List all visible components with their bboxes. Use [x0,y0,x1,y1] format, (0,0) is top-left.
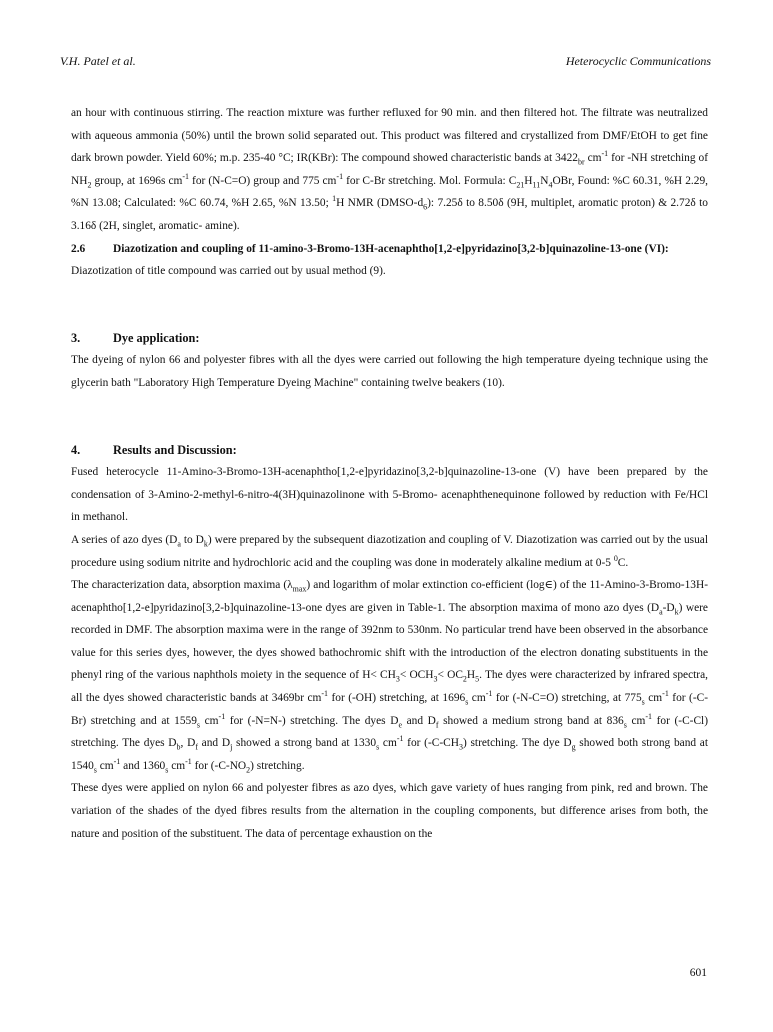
section-4-paragraph-4: These dyes were applied on nylon 66 and polyester fibres as azo dyes, which gave variety of hues ranging from pink, red and brown. The variation of the shades of the dyed fibres results from the alternation in the coupling components, but difference arises from both, the nature and position of the substituent. The data of percentage exhaustion on the [71,782,708,840]
text-run: for (-C-NO [191,759,247,772]
text-run: -1 [218,711,226,721]
text-run: showed both strong band at 1540 [71,737,709,772]
text-run: e [398,719,402,729]
text-run: 3 [433,674,438,684]
text-run: < OC [437,669,463,682]
text-run: 3 [458,742,463,752]
text-run: s [196,719,201,729]
text-run: 11 [532,180,541,190]
text-run: -1 [321,689,329,699]
text-run: 1 [332,194,337,204]
text-run: H NMR (DMSO-d [336,197,424,210]
section-number: 3. [71,330,81,345]
section-4-paragraph-1: Fused heterocycle 11-Amino-3-Bromo-13H-acenaphtho[1,2-e]pyridazino[3,2-b]quinazoline-13-one (V) have been prepared by the condensation of 3-Amino-2-methyl-6-nitro-4(3H)quinazolinone with 5-Bromo- acenaphthenequinone followed by reduction with Fe/HCl in methanol. [71,466,708,524]
text-run: < OCH [399,669,434,682]
text-run: cm [379,737,397,750]
section-title: Diazotization and coupling of 11-amino-3-Bromo-13H-acenaphtho[1,2-e]pyridazino[3,2-b]quinazoline-13-one (VI): [113,242,669,255]
text-run: ): 7.25δ to 8.50δ (9H, multiplet, aromatic proton) & 2.72δ to 3.16δ (2H, singlet, aromatic- amine). [71,197,708,232]
text-run: -D [662,601,675,614]
section-title: Results and Discussion: [113,442,237,457]
text-run: j [230,742,233,752]
text-run: s [623,719,627,729]
text-run: -1 [396,734,404,744]
text-run: ) stretching. [250,759,305,772]
text-run: -1 [662,689,669,699]
section-4-paragraph-2 [71,529,708,574]
text-run: showed a medium strong band at 836 [438,714,624,727]
section-4-heading [71,439,708,462]
text-run: to D [180,533,204,546]
text-run: a [177,539,181,549]
text-run: -1 [601,149,609,159]
text-run: for (N-C=O) group and 775 cm [189,174,337,187]
text-run: cm [200,714,219,727]
section-3-heading [71,327,708,350]
text-run: an hour with continuous stirring. The reaction mixture was further refluxed for 90 min. and then filtered hot. The filtrate was neutralized with aqueous ammonia (50%) until the brown solid separated out. This product was filtered and crystallized from DMF/EtOH to get fine dark brown powder. Yield 60%; m.p. 235-40 °C; IR(KBr): The compound showed characteristic bands at 3422 [71,107,708,165]
text-run: b [176,742,181,752]
text-run: for C-Br stretching. Mol. Formula: C [343,174,517,187]
text-run: 2 [246,765,251,775]
running-header-journal: Heterocyclic Communications [565,54,711,68]
text-run: for (-C-Br) stretching and at 1559 [71,692,708,727]
text-run: s [165,765,169,775]
text-run: 6 [423,202,428,212]
text-run: br [577,157,585,167]
section-2-6-text: Diazotization of title compound was carried out by usual method (9). [71,265,386,278]
text-run: cm [96,759,114,772]
text-run: s [376,742,380,752]
text-run: cm [644,692,663,705]
text-run: 3 [395,674,400,684]
text-run: 21 [516,180,525,190]
text-run: and D [401,714,436,727]
text-run: for (-C-Cl) stretching. The dyes D [71,714,709,750]
text-run: H [466,669,476,682]
text-run: max [292,584,307,594]
text-run: cm [626,714,646,727]
text-run: -1 [113,757,121,767]
section-2-6-heading [71,238,708,261]
text-run: s [465,697,469,707]
text-run: for (-N=N-) stretching. The dyes D [225,714,399,727]
text-run: -1 [182,171,190,181]
body-text [71,102,708,845]
section-3-text: The dyeing of nylon 66 and polyester fibres with all the dyes were carried out following the high temperature dyeing technique using the glycerin bath "Laboratory High Temperature Dyeing Machine" containing twelve beakers (10). [71,354,708,389]
text-run: k [674,606,679,616]
text-run: and 1360 [120,759,166,772]
section-number: 4. [71,442,81,457]
text-run: N [540,174,549,187]
text-run: -1 [336,171,344,181]
text-run: f [435,719,439,729]
text-run: H [524,174,533,187]
running-header-authors: V.H. Patel et al. [60,54,136,68]
intro-paragraph [71,102,708,238]
text-run: for -NH stretching of NH [71,152,709,187]
text-run: OBr, Found: %C 60.31, %H 2.29, %N 13.08; Calculated: %C 60.74, %H 2.65, %N 13.50; [71,174,708,210]
text-run: cm [168,759,186,772]
text-run: The characterization data, absorption maxima (λ [71,579,293,592]
text-run: 2 [462,674,467,684]
section-number: 2.6 [71,242,86,255]
text-run: f [195,742,198,752]
text-run: group, at 1696s cm [91,174,183,187]
text-run: showed a strong band at 1330 [232,737,377,750]
text-run: g [571,742,576,752]
text-run: -1 [645,711,653,721]
text-run: s [641,697,645,707]
section-title: Dye application: [113,330,200,345]
text-run: , D [180,737,196,750]
text-run: 5 [475,674,480,684]
text-run: . The dyes were characterized by infrared spectra, all the dyes showed characteristic bands at 3469br cm [71,669,708,705]
text-run: -1 [485,689,493,699]
text-run: cm [584,152,602,165]
text-run: for (-C-CH [403,737,459,750]
page-number: 601 [689,967,707,979]
section-4-paragraph-3 [71,574,708,777]
text-run: ) were recorded in DMF. The absorption maxima were in the range of 392nm to 530nm. No particular trend have been observed in the absorbance value for this series dyes, however, the dyes showed bathochromic shift with the introduction of the electron donating substituents in the phenyl ring of the various naphthols moiety in the sequence of H< CH [71,601,708,682]
text-run: s [93,765,97,775]
text-run: for (-N-C=O) stretching, at 775 [492,692,642,705]
text-run: ) and logarithm of molar extinction co-efficient (log∈) of the 11-Amino-3-Bromo-13H-acenaphtho[1,2-e]pyridazino[3,2-b]quinazoline-13-one dyes are given in Table-1. The absorption maxima of mono azo dyes (D [71,579,708,614]
text-run: 0 [613,553,618,563]
text-run: 2 [87,180,92,190]
text-run: A series of azo dyes (D [71,533,178,546]
text-run: a [659,606,663,616]
text-run: ) stretching. The dye D [462,737,572,750]
text-run: for (-OH) stretching, at 1696 [328,692,466,705]
text-run: and D [197,737,231,750]
text-run: -1 [185,757,192,767]
text-run: k [203,539,208,549]
text-run: 4 [548,180,553,190]
text-run: ) were prepared by the subsequent diazotization and coupling of V. Diazotization was carried out by the usual procedure using sodium nitrite and hydrochloric acid and the coupling was done in moderately alkaline medium at 0-5 [71,533,708,569]
text-run: cm [468,692,486,705]
text-run: C. [617,556,629,569]
